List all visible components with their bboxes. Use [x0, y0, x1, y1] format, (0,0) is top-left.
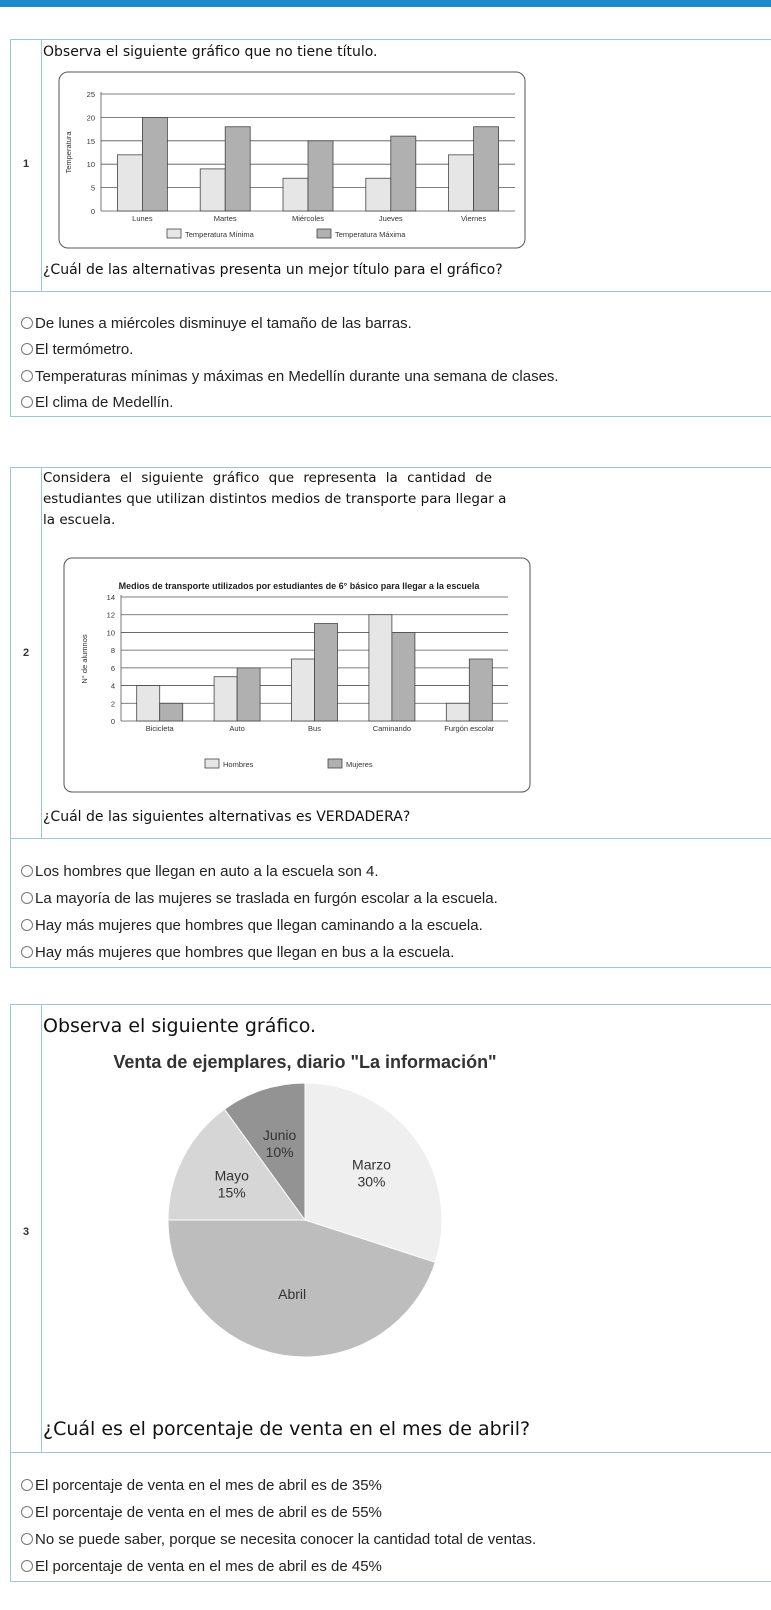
- option-label: Temperaturas mínimas y máximas en Medellín durante una semana de clases.: [35, 367, 559, 385]
- question-prompt: ¿Cuál es el porcentaje de venta en el mes de abril?: [43, 1418, 531, 1440]
- option-2c[interactable]: [21, 915, 483, 935]
- slice-value-label: 30%: [357, 1173, 386, 1190]
- question-intro: Observa el siguiente gráfico.: [43, 1015, 317, 1037]
- bar: [308, 141, 333, 211]
- option-label: Hay más mujeres que hombres que llegan caminando a la escuela.: [35, 916, 483, 934]
- question-intro-line-1: Considera el siguiente gráfico que representa la cantidad de: [43, 470, 492, 486]
- question-2-options: [10, 838, 771, 968]
- bar: [449, 155, 474, 211]
- question-3-options: [10, 1452, 771, 1582]
- option-1b[interactable]: [21, 339, 133, 359]
- radio-button[interactable]: [21, 892, 33, 904]
- option-2a[interactable]: [21, 861, 379, 881]
- y-tick-label: 0: [110, 717, 115, 726]
- radio-button[interactable]: [21, 1506, 33, 1518]
- question-intro-line-2: estudiantes que utilizan distintos medios de transporte para llegar a: [43, 491, 507, 507]
- y-tick-label: 4: [110, 681, 115, 691]
- column-divider: [41, 40, 42, 291]
- option-label: De lunes a miércoles disminuye el tamaño de las barras.: [35, 314, 412, 332]
- slice-label: Marzo: [352, 1156, 391, 1173]
- x-tick-label: Martes: [213, 214, 237, 223]
- option-label: El porcentaje de venta en el mes de abril es de 45%: [35, 1557, 382, 1575]
- slice-value-label: 10%: [265, 1143, 294, 1160]
- question-prompt: ¿Cuál de las alternativas presenta un mejor título para el gráfico?: [43, 262, 503, 278]
- y-tick-label: 12: [106, 610, 115, 620]
- radio-button[interactable]: [21, 865, 33, 877]
- radio-button[interactable]: [21, 1533, 33, 1545]
- option-label: El clima de Medellín.: [35, 393, 174, 411]
- y-tick-label: 15: [86, 136, 95, 146]
- bar: [117, 155, 142, 211]
- x-tick-label: Furgón escolar: [444, 724, 495, 733]
- option-3a[interactable]: [21, 1475, 382, 1495]
- question-intro-line-3: la escuela.: [43, 512, 116, 528]
- legend-swatch: [205, 759, 219, 768]
- legend-swatch: [167, 229, 181, 238]
- y-axis-label: N° de alumnos: [80, 634, 89, 684]
- question-number: 1: [22, 158, 30, 170]
- y-tick-label: 6: [110, 663, 115, 673]
- option-label: No se puede saber, porque se necesita conocer la cantidad total de ventas.: [35, 1530, 537, 1548]
- question-prompt: ¿Cuál de las siguientes alternativas es VERDADERA?: [43, 809, 411, 825]
- legend-swatch: [317, 229, 331, 238]
- radio-button[interactable]: [21, 343, 33, 355]
- y-tick-label: 20: [86, 113, 95, 123]
- bar: [469, 659, 492, 721]
- slice-label: Mayo: [214, 1167, 249, 1184]
- bar: [237, 668, 260, 721]
- option-3d[interactable]: [21, 1556, 382, 1576]
- temperature-bar-chart: [49, 70, 529, 250]
- radio-button[interactable]: [21, 317, 33, 329]
- y-tick-label: 0: [90, 207, 95, 216]
- option-label: El porcentaje de venta en el mes de abril es de 55%: [35, 1503, 382, 1521]
- top-accent-bar: [0, 0, 771, 7]
- option-1c[interactable]: [21, 366, 559, 386]
- option-label: El termómetro.: [35, 340, 134, 358]
- question-intro: Observa el siguiente gráfico que no tiene título.: [43, 44, 378, 60]
- x-tick-label: Bicicleta: [145, 724, 174, 733]
- legend-label: Temperatura Máxima: [335, 230, 406, 239]
- y-tick-label: 10: [86, 160, 95, 170]
- question-2-statement: [10, 467, 771, 839]
- option-1a[interactable]: [21, 313, 412, 333]
- bar: [391, 136, 416, 211]
- question-3-statement: [10, 1004, 771, 1453]
- bar: [474, 127, 499, 211]
- chart-title: Venta de ejemplares, diario "La información": [113, 1052, 497, 1072]
- y-tick-label: 10: [106, 628, 115, 638]
- slice-label: Abril: [278, 1286, 307, 1303]
- y-axis-label: Temperatura: [64, 131, 73, 174]
- radio-button[interactable]: [21, 370, 33, 382]
- option-1d[interactable]: [21, 392, 173, 412]
- radio-button[interactable]: [21, 396, 33, 408]
- radio-button[interactable]: [21, 1560, 33, 1572]
- x-tick-label: Caminando: [372, 724, 412, 733]
- bar: [137, 686, 160, 721]
- option-label: El porcentaje de venta en el mes de abril es de 35%: [35, 1476, 382, 1494]
- bar: [283, 178, 308, 211]
- slice-label: Junio: [262, 1126, 297, 1143]
- bar: [225, 127, 250, 211]
- question-number: 2: [22, 647, 30, 659]
- radio-button[interactable]: [21, 946, 33, 958]
- option-label: Hay más mujeres que hombres que llegan en bus a la escuela.: [35, 943, 455, 961]
- option-label: Los hombres que llegan en auto a la escuela son 4.: [35, 862, 379, 880]
- question-1-options: [10, 291, 771, 417]
- bar: [366, 178, 391, 211]
- question-number: 3: [22, 1226, 30, 1238]
- bar: [369, 615, 392, 721]
- column-divider: [41, 1005, 42, 1452]
- option-2d[interactable]: [21, 942, 454, 962]
- transport-bar-chart: [63, 557, 533, 795]
- bar: [214, 677, 237, 721]
- question-1-statement: [10, 39, 771, 292]
- bar: [292, 659, 315, 721]
- bar: [392, 632, 415, 721]
- option-3b[interactable]: [21, 1502, 382, 1522]
- radio-button[interactable]: [21, 919, 33, 931]
- radio-button[interactable]: [21, 1479, 33, 1491]
- x-tick-label: Bus: [308, 724, 321, 733]
- y-tick-label: 8: [110, 646, 115, 656]
- legend-label: Temperatura Mínima: [185, 230, 254, 239]
- bar: [200, 169, 225, 211]
- chart-title: Medios de transporte utilizados por estudiantes de 6° básico para llegar a la escuela: [118, 581, 480, 591]
- x-tick-label: Miércoles: [291, 214, 325, 223]
- y-tick-label: 25: [86, 90, 95, 99]
- sales-pie-chart: [51, 1050, 551, 1390]
- y-tick-label: 14: [106, 593, 115, 602]
- option-3c[interactable]: [21, 1529, 536, 1549]
- bar: [160, 703, 183, 721]
- slice-value-label: 15%: [217, 1184, 246, 1201]
- legend-label: Mujeres: [346, 760, 373, 769]
- x-tick-label: Viernes: [460, 214, 487, 223]
- x-tick-label: Jueves: [378, 214, 403, 223]
- y-tick-label: 5: [90, 183, 95, 193]
- column-divider: [41, 468, 42, 838]
- legend-label: Hombres: [223, 760, 254, 769]
- bar: [315, 624, 338, 721]
- x-tick-label: Lunes: [132, 214, 153, 223]
- bar: [446, 703, 469, 721]
- y-tick-label: 2: [110, 699, 115, 709]
- bar: [142, 117, 167, 211]
- legend-swatch: [328, 759, 342, 768]
- option-label: La mayoría de las mujeres se traslada en furgón escolar a la escuela.: [35, 889, 498, 907]
- option-2b[interactable]: [21, 888, 498, 908]
- x-tick-label: Auto: [229, 724, 245, 733]
